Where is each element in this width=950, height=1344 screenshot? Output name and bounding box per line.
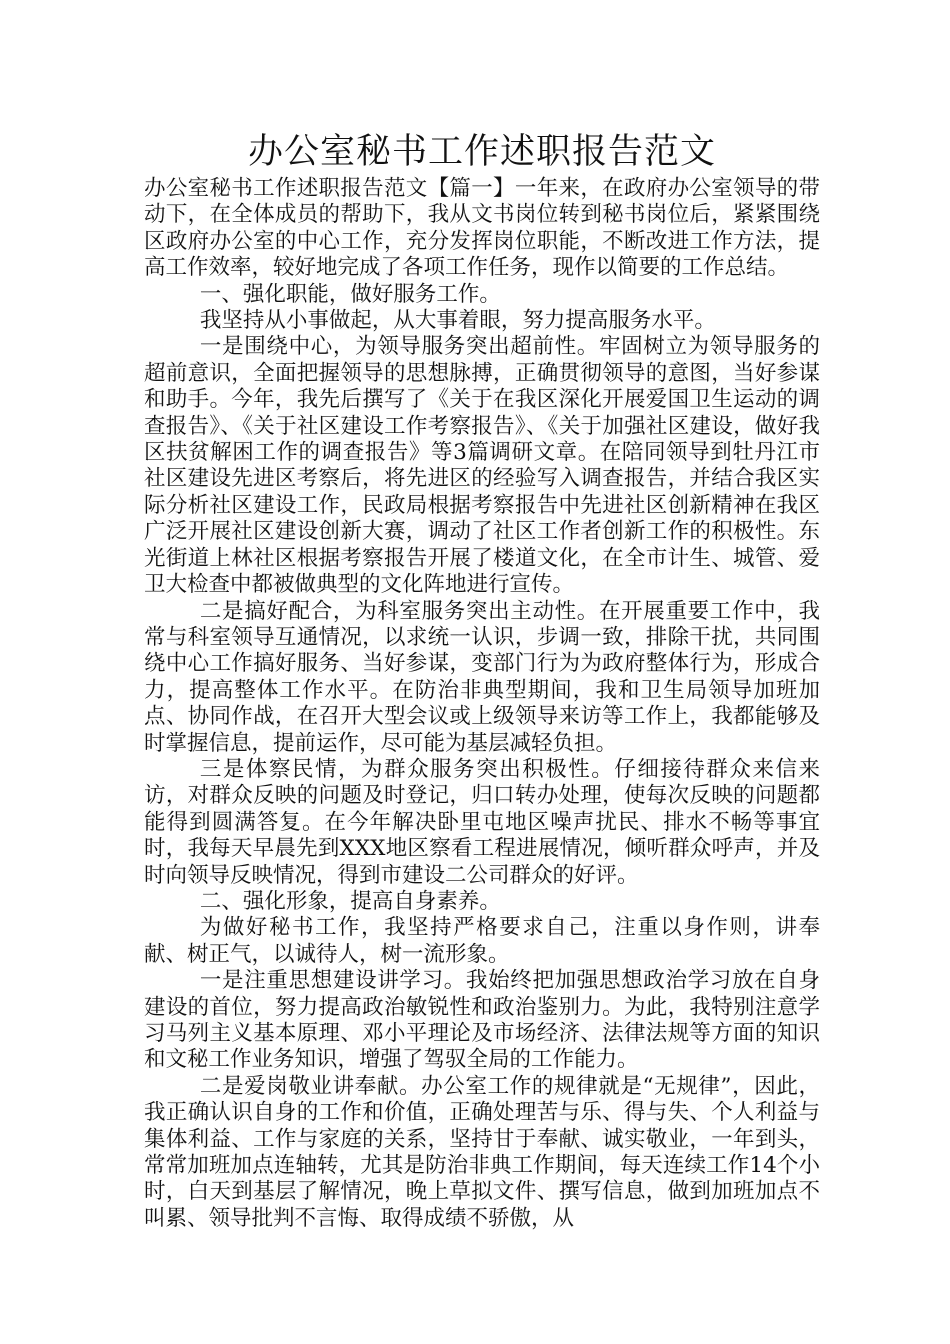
section-heading-2: 二、强化形象，提高自身素养。	[199, 888, 501, 914]
paragraph: 三是体察民情，为群众服务突出积极性。仔细接待群众来信来访，对群众反映的问题及时登记，归口转办处理，使每次反映的问题都能得到圆满答复。在今年解决卧里屯地区噪声扰民、排水不畅等事宜时，我每天早晨先到XXX地区察看工程进展情况，倾听群众呼声，并及时向领导反映情况，得到市建设二公司群众的好评。	[144, 756, 820, 888]
section-heading-1: 一、强化职能，做好服务工作。	[199, 281, 501, 307]
paragraph: 一是注重思想建设讲学习。我始终把加强思想政治学习放在自身建设的首位，努力提高政治敏锐性和政治鉴别力。为此，我特别注意学习马列主义基本原理、邓小平理论及市场经济、法律法规等方面的知识和文秘工作业务知识，增强了驾驭全局的工作能力。	[144, 968, 820, 1073]
paragraph: 一是围绕中心，为领导服务突出超前性。牢固树立为领导服务的超前意识，全面把握领导的思想脉搏，正确贯彻领导的意图，当好参谋和助手。今年，我先后撰写了《关于在我区深化开展爱国卫生运动的调查报告》、《关于社区建设工作考察报告》、《关于加强社区建设，做好我区扶贫解困工作的调查报告》等3篇调研文章。在陪同领导到牡丹江市社区建设先进区考察后，将先进区的经验写入调查报告，并结合我区实际分析社区建设工作，民政局根据考察报告中先进社区创新精神在我区广泛开展社区建设创新大赛，调动了社区工作者创新工作的积极性。东光街道上林社区根据考察报告开展了楼道文化，在全市计生、城管、爱卫大检查中都被做典型的文化阵地进行宣传。	[144, 334, 820, 598]
document-title: 办公室秘书工作述职报告范文	[247, 132, 716, 172]
paragraph-intro: 办公室秘书工作述职报告范文【篇一】一年来，在政府办公室领导的带动下，在全体成员的帮助下，我从文书岗位转到秘书岗位后，紧紧围绕区政府办公室的中心工作，充分发挥岗位职能，不断改进工作方法，提高工作效率，较好地完成了各项工作任务，现作以简要的工作总结。	[144, 176, 820, 281]
paragraph: 我坚持从小事做起，从大事着眼，努力提高服务水平。	[199, 308, 716, 334]
paragraph: 为做好秘书工作，我坚持严格要求自己，注重以身作则，讲奉献、树正气，以诚待人，树一流形象。	[144, 915, 820, 967]
paragraph: 二是爱岗敬业讲奉献。办公室工作的规律就是“无规律”，因此，我正确认识自身的工作和价值，正确处理苦与乐、得与失、个人利益与集体利益、工作与家庭的关系，坚持甘于奉献、诚实敬业，一年到头，常常加班加点连轴转，尤其是防治非典工作期间，每天连续工作14个小时，白天到基层了解情况，晚上草拟文件、撰写信息，做到加班加点不叫累、领导批判不言悔、取得成绩不骄傲，从	[144, 1073, 820, 1231]
document-page	[144, 128, 820, 1232]
paragraph: 二是搞好配合，为科室服务突出主动性。在开展重要工作中，我常与科室领导互通情况，以求统一认识，步调一致，排除干扰，共同围绕中心工作搞好服务、当好参谋，变部门行为为政府整体行为，形成合力，提高整体工作水平。在防治非典型期间，我和卫生局领导加班加点、协同作战，在召开大型会议或上级领导来访等工作上，我都能够及时掌握信息，提前运作，尽可能为基层减轻负担。	[144, 598, 820, 756]
